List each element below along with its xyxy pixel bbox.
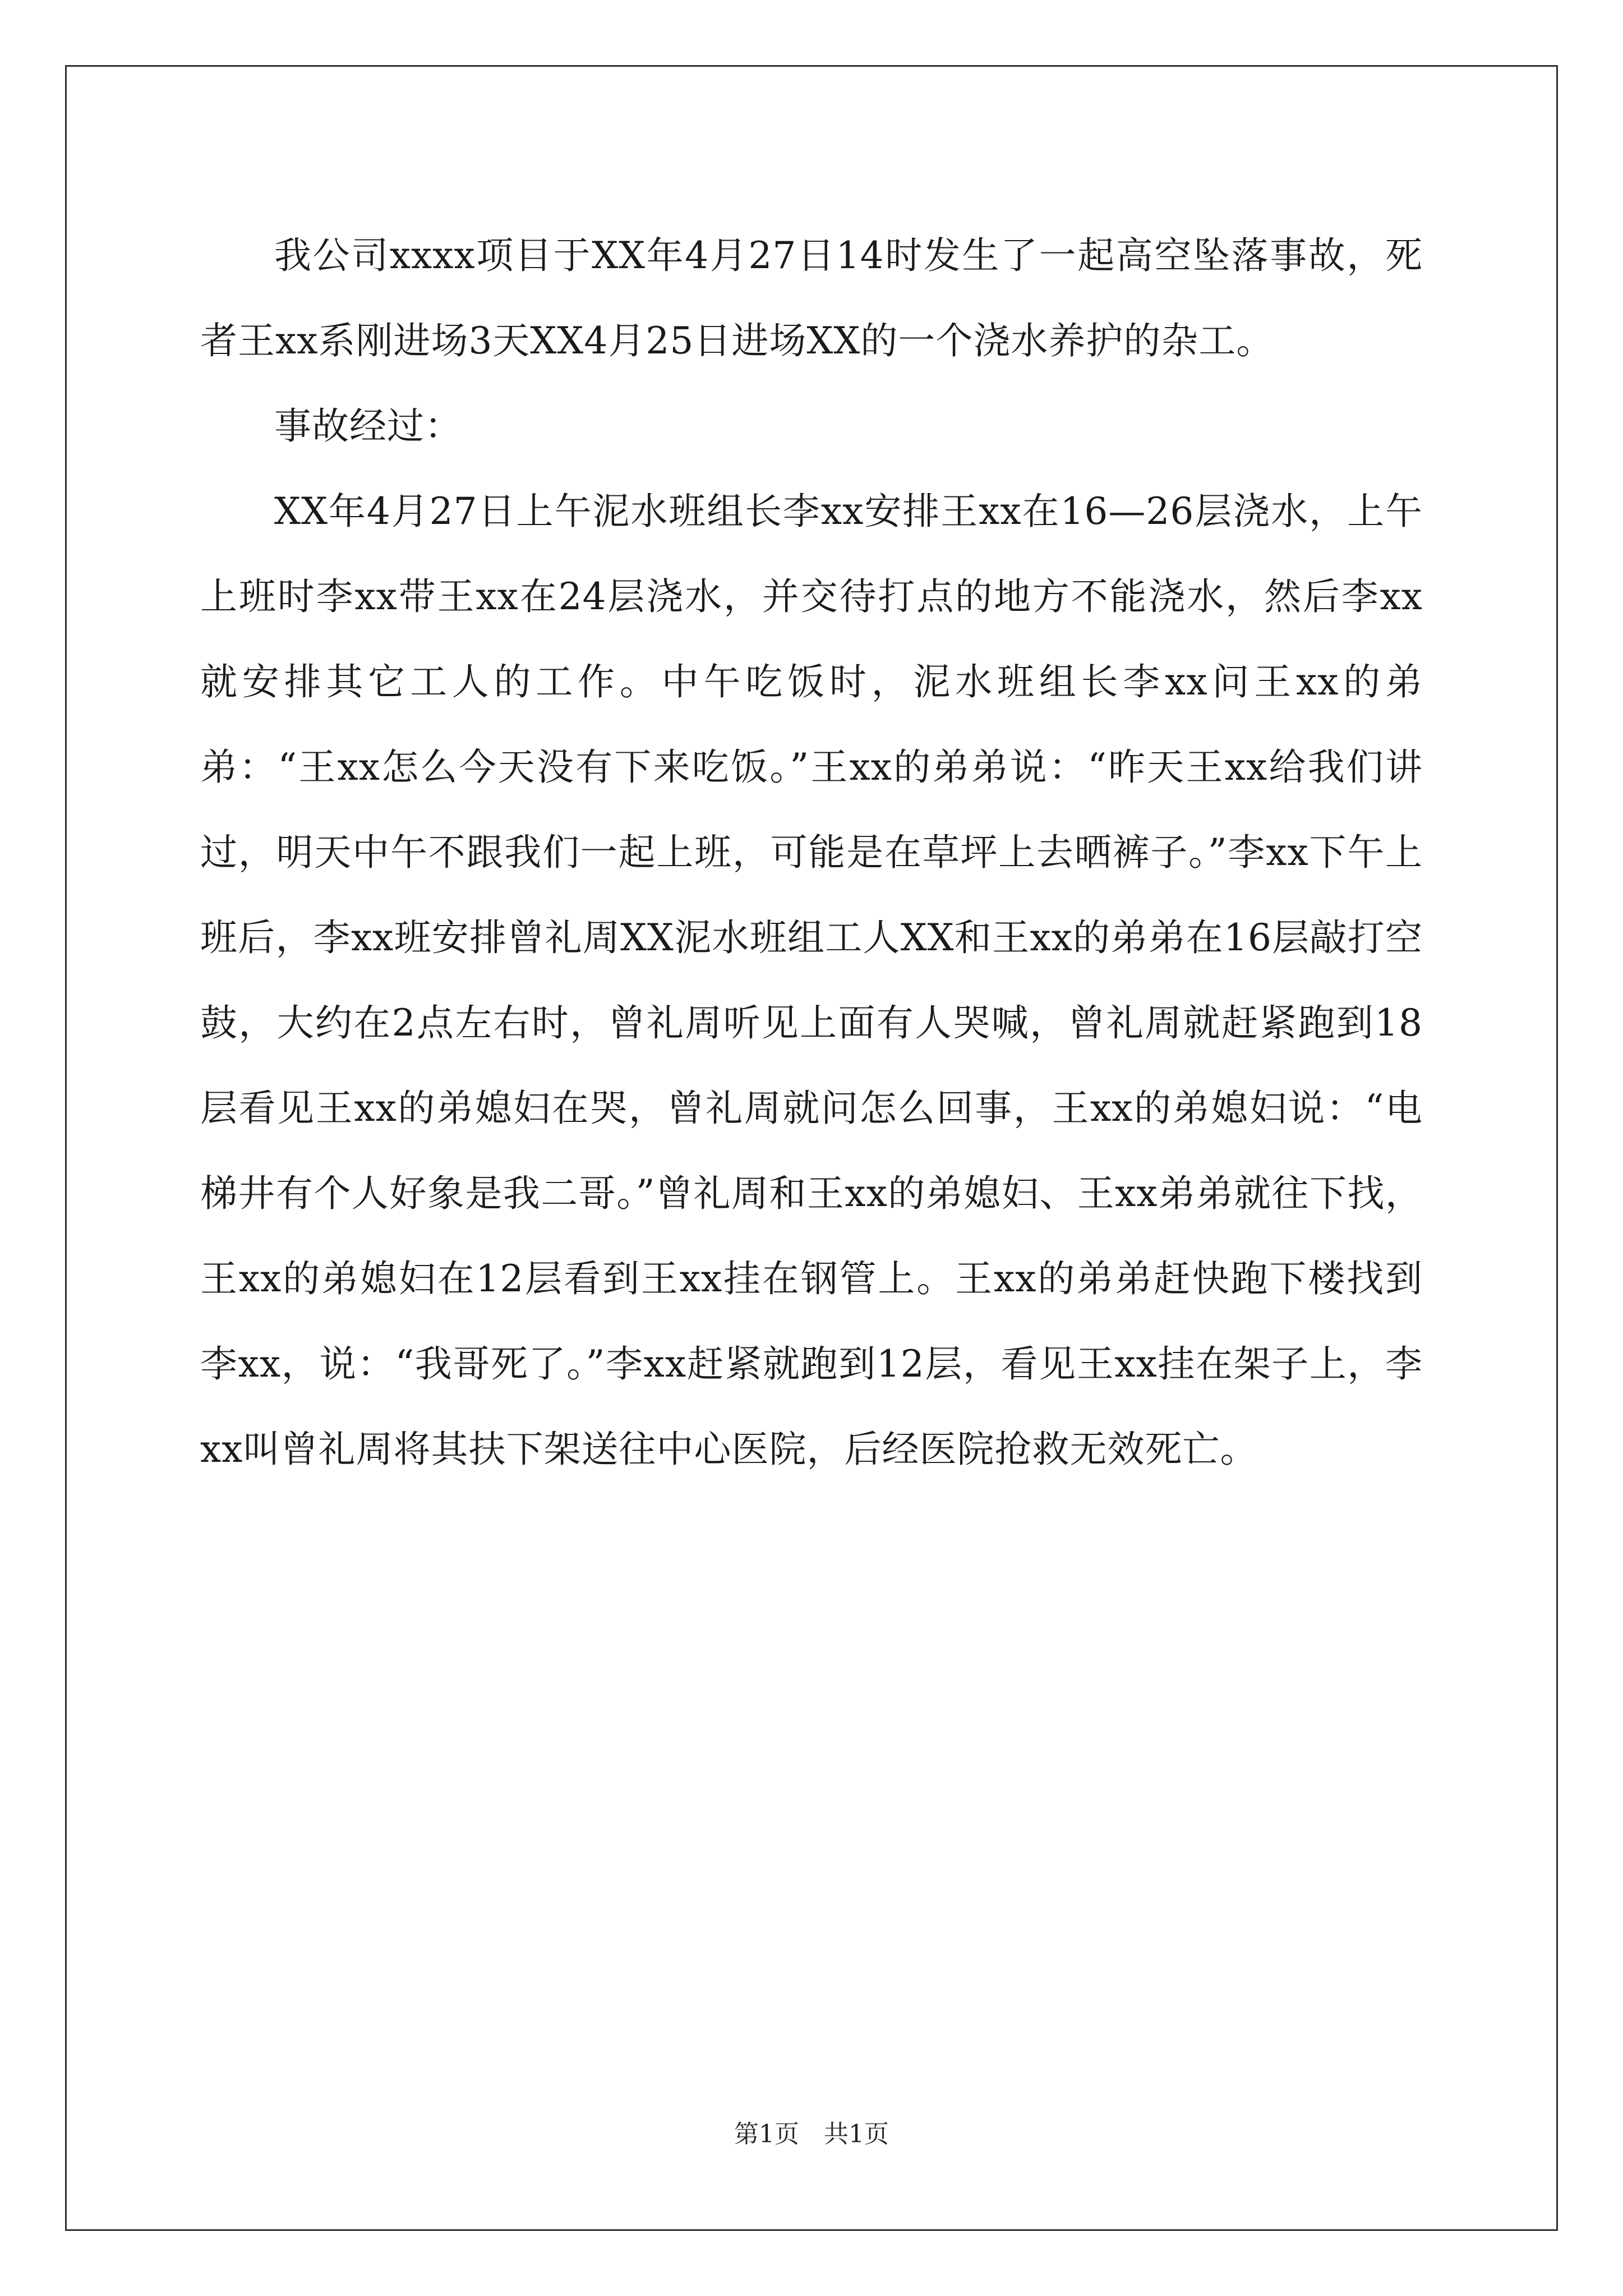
paragraph-intro: 我公司xxxx项目于XX年4月27日14时发生了一起高空坠落事故，死者王xx系刚进场3天XX4月25日进场XX的一个浇水养护的杂工。 <box>200 234 1423 362</box>
paragraph-account: XX年4月27日上午泥水班组长李xx安排王xx在16—26层浇水，上午上班时李xx带王xx在24层浇水，并交待打点的地方不能浇水，然后李xx就安排其它工人的工作。中午吃饭时，泥水班组长李xx问王xx的弟弟：“王xx怎么今天没有下来吃饭。”王xx的弟弟说：“昨天王xx给我们讲过，明天中午不跟我们一起上班，可能是在草坪上去晒裤子。”李xx下午上班后，李xx班安排曾礼周XX泥水班组工人XX和王xx的弟弟在16层敲打空鼓，大约在2点左右时，曾礼周听见上面有人哭喊，曾礼周就赶紧跑到18层看见王xx的弟媳妇在哭，曾礼周就问怎么回事，王xx的弟媳妇说：“电梯井有个人好象是我二哥。”曾礼周和王xx的弟媳妇、王xx弟弟就往下找，王xx的弟媳妇在12层看到王xx挂在钢管上。王xx的弟弟赶快跑下楼找到李xx，说：“我哥死了。”李xx赶紧就跑到12层，看见王xx挂在架子上，李xx叫曾礼周将其扶下架送往中心医院，后经医院抢救无效死亡。 <box>200 490 1423 1471</box>
page-total: 共1页 <box>824 2120 889 2148</box>
page-number: 第1页 <box>734 2120 799 2148</box>
document-body <box>200 213 1423 1492</box>
page-footer <box>0 2118 1623 2151</box>
paragraph-heading: 事故经过： <box>274 404 462 448</box>
